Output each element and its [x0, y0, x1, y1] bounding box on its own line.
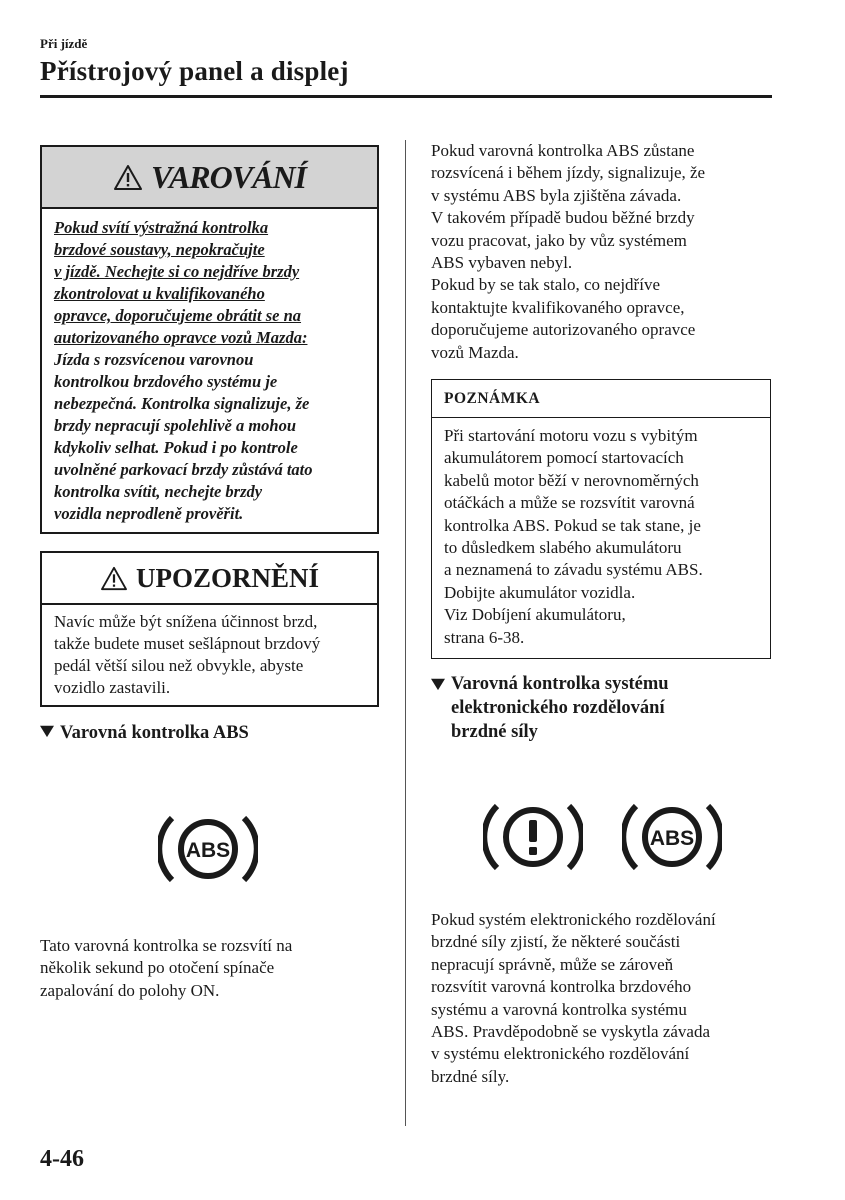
- note-body: [432, 418, 770, 649]
- text-line: Jízda s rozsvícenou varovnou: [54, 350, 254, 369]
- text-line: rozsvítit varovná kontrolka brzdového: [431, 977, 692, 997]
- text-line: několik sekund po otočení spínače: [40, 958, 275, 978]
- abs-icon-text: ABS: [649, 827, 695, 850]
- page-title: Přístrojový panel a displej: [40, 56, 349, 86]
- brake-warning-icon: [483, 794, 583, 880]
- text-line: kdykoliv selhat. Pokud i po kontrole: [54, 438, 298, 457]
- warning-title: VAROVÁNÍ: [150, 158, 306, 195]
- text-line: rozsvícená i během jízdy, signalizuje, že: [431, 163, 706, 183]
- caution-header: [42, 553, 377, 605]
- text-line: strana 6-38.: [444, 627, 525, 647]
- warning-triangle-icon: [113, 164, 143, 191]
- text-line: Při startování motoru vozu s vybitým: [444, 426, 698, 445]
- note-box: [431, 379, 771, 659]
- text-line: uvolněné parkovací brzdy zůstává tato: [54, 460, 313, 479]
- text-line: kabelů motor běží v nerovnoměrných: [444, 470, 699, 490]
- down-triangle-icon: [40, 724, 54, 738]
- text-line: Pokud svítí výstražná kontrolka: [54, 218, 269, 237]
- text-line: brzdové soustavy, nepokračujte: [54, 240, 265, 259]
- note-title: POZNÁMKA: [444, 389, 541, 407]
- ebd-heading-line: brzdné síly: [451, 722, 538, 742]
- caution-title: UPOZORNĚNÍ: [135, 562, 319, 593]
- text-line: kontrolka svítit, nechejte brzdy: [54, 482, 263, 501]
- abs-warning-icon: [622, 794, 722, 880]
- text-line: a neznamená to závadu systému ABS.: [444, 560, 703, 580]
- text-line: pedál větší silou než obvykle, abyste: [54, 656, 304, 675]
- text-line: Tato varovná kontrolka se rozsvítí na: [40, 936, 293, 955]
- warning-underlined-text: [54, 217, 365, 349]
- text-line: systému a varovná kontrolka systému: [431, 999, 687, 1019]
- text-line: vozu pracovat, jako by vůz systémem: [431, 230, 687, 250]
- abs-intro-paragraph: [431, 140, 705, 364]
- warning-box: [40, 145, 379, 534]
- down-triangle-icon: [431, 677, 445, 691]
- text-line: nebezpečná. Kontrolka signalizuje, že: [54, 394, 310, 413]
- column-divider: [405, 140, 406, 1126]
- text-line: zapalování do polohy ON.: [40, 980, 220, 1000]
- ebd-description: [431, 909, 716, 1088]
- ebd-heading-line: Varovná kontrolka systému: [451, 674, 669, 694]
- caution-body: [42, 605, 377, 699]
- warning-plain-text: [54, 349, 365, 525]
- text-line: V takovém případě budou běžné brzdy: [431, 208, 695, 228]
- text-line: ABS vybaven nebyl.: [431, 253, 573, 273]
- warning-body: [42, 209, 377, 525]
- note-header: [432, 380, 770, 418]
- text-line: brzdné síly zjistí, že některé součásti: [431, 932, 681, 952]
- text-line: autorizovaného opravce vozů Mazda:: [54, 328, 308, 347]
- text-line: v systému elektronického rozdělování: [431, 1044, 690, 1064]
- text-line: kontrolka ABS. Pokud se tak stane, je: [444, 515, 701, 535]
- abs-heading-text: Varovná kontrolka ABS: [60, 723, 249, 743]
- ebd-section-heading: [431, 672, 669, 744]
- text-line: Viz Dobíjení akumulátoru,: [444, 605, 626, 625]
- text-line: zkontrolovat u kvalifikovaného: [54, 284, 265, 303]
- text-line: Pokud by se tak stalo, co nejdříve: [431, 275, 660, 295]
- warning-triangle-icon: [100, 566, 128, 591]
- text-line: ABS. Pravděpodobně se vyskytla závada: [431, 1022, 711, 1042]
- text-line: Pokud varovná kontrolka ABS zůstane: [431, 141, 695, 160]
- text-line: opravce, doporučujeme obrátit se na: [54, 306, 302, 325]
- text-line: brzdy nepracují spolehlivě a mohou: [54, 416, 297, 435]
- text-line: vozidlo zastavili.: [54, 678, 171, 697]
- text-line: kontaktujte kvalifikovaného opravce,: [431, 297, 685, 317]
- text-line: nepracují správně, může se zároveň: [431, 954, 674, 974]
- text-line: takže budete muset sešlápnout brzdový: [54, 634, 321, 653]
- section-label: Při jízdě: [40, 36, 88, 51]
- text-line: akumulátorem pomocí startovacích: [444, 448, 684, 468]
- text-line: Pokud systém elektronického rozdělování: [431, 910, 716, 929]
- text-line: kontrolkou brzdového systému je: [54, 372, 278, 391]
- text-line: Navíc může být snížena účinnost brzd,: [54, 612, 318, 631]
- abs-description: [40, 935, 292, 1002]
- abs-icon-text: ABS: [185, 839, 231, 862]
- page-number: 4-46: [40, 1146, 84, 1172]
- abs-warning-icon: [158, 806, 258, 892]
- abs-section-heading: [40, 721, 249, 745]
- caution-box: [40, 551, 379, 707]
- text-line: brzdné síly.: [431, 1066, 510, 1086]
- text-line: v jízdě. Nechejte si co nejdříve brzdy: [54, 262, 300, 281]
- text-line: otáčkách a může se rozsvítit varovná: [444, 493, 695, 513]
- warning-header: [42, 147, 377, 209]
- text-line: vozidla neprodleně prověřit.: [54, 504, 244, 523]
- text-line: to důsledkem slabého akumulátoru: [444, 538, 682, 558]
- text-line: v systému ABS byla zjištěna závada.: [431, 185, 682, 205]
- title-rule: [40, 95, 772, 98]
- text-line: vozů Mazda.: [431, 342, 519, 362]
- text-line: Dobijte akumulátor vozidla.: [444, 582, 636, 602]
- ebd-heading-line: elektronického rozdělování: [451, 698, 665, 718]
- text-line: doporučujeme autorizovaného opravce: [431, 320, 696, 340]
